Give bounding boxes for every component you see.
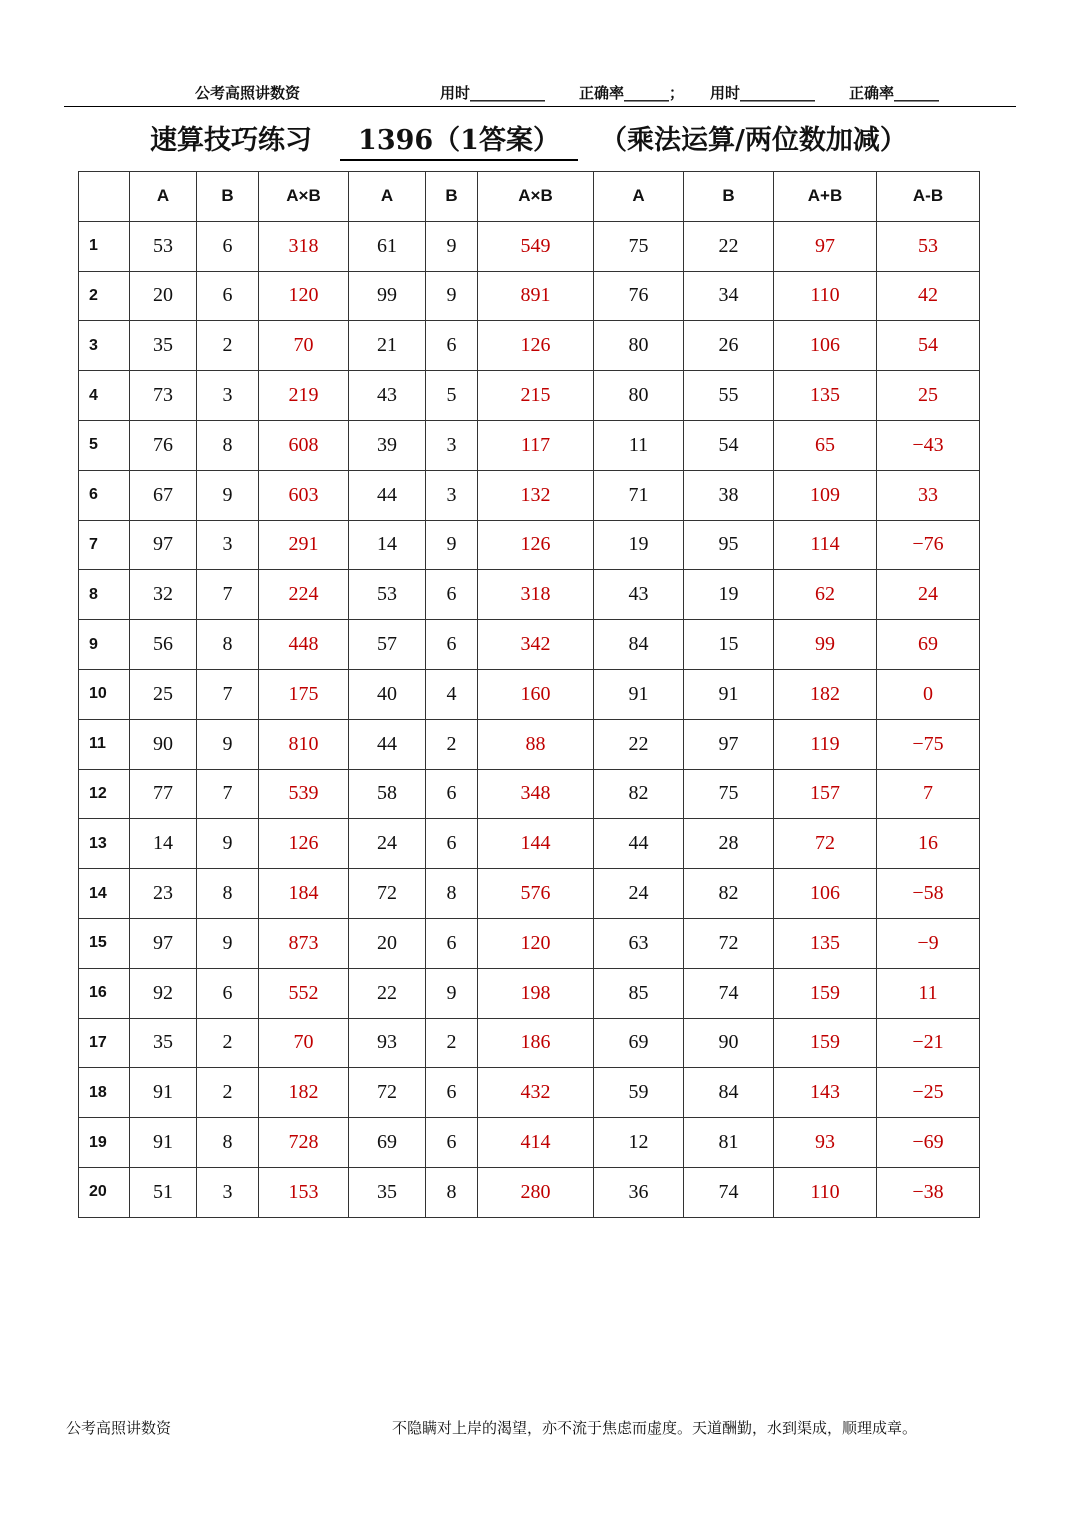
operand-cell: 6: [426, 918, 478, 968]
operand-cell: 4: [426, 669, 478, 719]
answer-cell: 448: [259, 620, 349, 670]
operand-cell: 26: [684, 321, 774, 371]
operand-cell: 32: [130, 570, 197, 620]
operand-cell: 9: [197, 819, 259, 869]
operand-cell: 73: [130, 371, 197, 421]
column-header: A×B: [478, 172, 594, 222]
header-divider: [64, 106, 1016, 107]
table-row: [79, 719, 980, 769]
operand-cell: 6: [426, 620, 478, 670]
row-number: 12: [79, 769, 130, 819]
answer-cell: 891: [478, 271, 594, 321]
operand-cell: 9: [426, 221, 478, 271]
operand-cell: 2: [197, 321, 259, 371]
column-header: A: [130, 172, 197, 222]
row-number: 14: [79, 869, 130, 919]
operand-cell: 6: [197, 968, 259, 1018]
answer-cell: 608: [259, 420, 349, 470]
answer-cell: 153: [259, 1167, 349, 1217]
table-row: [79, 271, 980, 321]
answer-cell: 114: [774, 520, 877, 570]
operand-cell: 77: [130, 769, 197, 819]
answer-cell: 72: [774, 819, 877, 869]
answer-cell: 186: [478, 1018, 594, 1068]
answer-cell: 99: [774, 620, 877, 670]
answer-cell: 432: [478, 1068, 594, 1118]
answer-cell: 160: [478, 669, 594, 719]
answer-cell: 291: [259, 520, 349, 570]
answer-cell: 280: [478, 1167, 594, 1217]
operand-cell: 7: [197, 570, 259, 620]
operand-cell: 80: [594, 371, 684, 421]
operand-cell: 85: [594, 968, 684, 1018]
operand-cell: 20: [130, 271, 197, 321]
answer-cell: 182: [259, 1068, 349, 1118]
answer-cell: 198: [478, 968, 594, 1018]
answer-cell: 552: [259, 968, 349, 1018]
operand-cell: 55: [684, 371, 774, 421]
operand-cell: 44: [594, 819, 684, 869]
row-number: 11: [79, 719, 130, 769]
operand-cell: 14: [349, 520, 426, 570]
table-row: [79, 769, 980, 819]
row-number: 19: [79, 1118, 130, 1168]
page-header: [64, 80, 1016, 104]
answer-cell: −75: [877, 719, 980, 769]
operand-cell: 71: [594, 470, 684, 520]
answer-cell: 728: [259, 1118, 349, 1168]
answer-cell: 135: [774, 918, 877, 968]
answer-cell: 144: [478, 819, 594, 869]
table-row: [79, 918, 980, 968]
operand-cell: 84: [684, 1068, 774, 1118]
answer-cell: 42: [877, 271, 980, 321]
operand-cell: 9: [197, 470, 259, 520]
operand-cell: 56: [130, 620, 197, 670]
operand-cell: 69: [349, 1118, 426, 1168]
table-row: [79, 1018, 980, 1068]
header-accuracy-1: 正确率______；: [579, 84, 685, 102]
row-number: 8: [79, 570, 130, 620]
operand-cell: 92: [130, 968, 197, 1018]
answer-cell: 70: [259, 321, 349, 371]
operand-cell: 67: [130, 470, 197, 520]
table-row: [79, 221, 980, 271]
answer-cell: 224: [259, 570, 349, 620]
practice-table: [78, 171, 980, 1218]
operand-cell: 74: [684, 1167, 774, 1217]
answer-cell: 576: [478, 869, 594, 919]
operand-cell: 19: [594, 520, 684, 570]
answer-cell: 810: [259, 719, 349, 769]
operand-cell: 3: [426, 470, 478, 520]
operand-cell: 43: [349, 371, 426, 421]
operand-cell: 2: [426, 719, 478, 769]
operand-cell: 35: [349, 1167, 426, 1217]
answer-cell: 106: [774, 321, 877, 371]
operand-cell: 9: [197, 719, 259, 769]
operand-cell: 90: [684, 1018, 774, 1068]
operand-cell: 34: [684, 271, 774, 321]
column-header: A-B: [877, 172, 980, 222]
operand-cell: 95: [684, 520, 774, 570]
answer-cell: 0: [877, 669, 980, 719]
table-row: [79, 470, 980, 520]
row-number: 3: [79, 321, 130, 371]
page-title: [150, 116, 930, 160]
column-header: A: [594, 172, 684, 222]
operand-cell: 91: [130, 1118, 197, 1168]
answer-cell: 24: [877, 570, 980, 620]
operand-cell: 44: [349, 470, 426, 520]
title-subtitle: （乘法运算/两位数加减）: [600, 125, 907, 156]
operand-cell: 9: [426, 271, 478, 321]
operand-cell: 6: [426, 1068, 478, 1118]
answer-cell: −76: [877, 520, 980, 570]
answer-cell: 126: [478, 520, 594, 570]
answer-cell: 132: [478, 470, 594, 520]
operand-cell: 81: [684, 1118, 774, 1168]
operand-cell: 11: [594, 420, 684, 470]
answer-cell: 175: [259, 669, 349, 719]
operand-cell: 82: [684, 869, 774, 919]
table-row: [79, 520, 980, 570]
operand-cell: 76: [594, 271, 684, 321]
operand-cell: 6: [426, 1118, 478, 1168]
operand-cell: 23: [130, 869, 197, 919]
operand-cell: 76: [130, 420, 197, 470]
operand-cell: 97: [130, 520, 197, 570]
row-number: 16: [79, 968, 130, 1018]
operand-cell: 3: [197, 371, 259, 421]
row-number: 9: [79, 620, 130, 670]
operand-cell: 53: [130, 221, 197, 271]
operand-cell: 99: [349, 271, 426, 321]
operand-cell: 7: [197, 769, 259, 819]
answer-cell: 603: [259, 470, 349, 520]
operand-cell: 9: [426, 968, 478, 1018]
answer-cell: 348: [478, 769, 594, 819]
row-number: 17: [79, 1018, 130, 1068]
operand-cell: 69: [594, 1018, 684, 1068]
operand-cell: 80: [594, 321, 684, 371]
table-row: [79, 570, 980, 620]
row-number: 6: [79, 470, 130, 520]
operand-cell: 35: [130, 1018, 197, 1068]
table-row: [79, 968, 980, 1018]
operand-cell: 3: [197, 1167, 259, 1217]
answer-cell: 25: [877, 371, 980, 421]
title-code: 1396（1答案）: [340, 118, 578, 161]
operand-cell: 53: [349, 570, 426, 620]
row-number: 20: [79, 1167, 130, 1217]
answer-cell: 54: [877, 321, 980, 371]
operand-cell: 2: [426, 1018, 478, 1068]
answer-cell: 135: [774, 371, 877, 421]
answer-cell: 143: [774, 1068, 877, 1118]
operand-cell: 28: [684, 819, 774, 869]
operand-cell: 93: [349, 1018, 426, 1068]
operand-cell: 24: [594, 869, 684, 919]
operand-cell: 90: [130, 719, 197, 769]
operand-cell: 2: [197, 1018, 259, 1068]
row-number: 13: [79, 819, 130, 869]
answer-cell: 62: [774, 570, 877, 620]
answer-cell: 117: [478, 420, 594, 470]
operand-cell: 91: [594, 669, 684, 719]
operand-cell: 72: [349, 1068, 426, 1118]
answer-cell: 106: [774, 869, 877, 919]
operand-cell: 5: [426, 371, 478, 421]
table-row: [79, 1068, 980, 1118]
row-number: 10: [79, 669, 130, 719]
operand-cell: 9: [426, 520, 478, 570]
column-header: A: [349, 172, 426, 222]
answer-cell: 126: [478, 321, 594, 371]
operand-cell: 91: [130, 1068, 197, 1118]
answer-cell: 219: [259, 371, 349, 421]
column-header: A+B: [774, 172, 877, 222]
operand-cell: 75: [594, 221, 684, 271]
operand-cell: 8: [197, 1118, 259, 1168]
answer-cell: 120: [259, 271, 349, 321]
operand-cell: 6: [426, 769, 478, 819]
table-header-row: [79, 172, 980, 222]
row-number: 18: [79, 1068, 130, 1118]
answer-cell: 119: [774, 719, 877, 769]
answer-cell: 11: [877, 968, 980, 1018]
answer-cell: 109: [774, 470, 877, 520]
operand-cell: 8: [197, 620, 259, 670]
operand-cell: 61: [349, 221, 426, 271]
answer-cell: 414: [478, 1118, 594, 1168]
table-row: [79, 321, 980, 371]
answer-cell: 215: [478, 371, 594, 421]
answer-cell: 53: [877, 221, 980, 271]
answer-cell: 7: [877, 769, 980, 819]
answer-cell: 120: [478, 918, 594, 968]
answer-cell: 97: [774, 221, 877, 271]
table-row: [79, 620, 980, 670]
operand-cell: 44: [349, 719, 426, 769]
answer-cell: 318: [478, 570, 594, 620]
operand-cell: 58: [349, 769, 426, 819]
operand-cell: 40: [349, 669, 426, 719]
title-main: 速算技巧练习: [150, 125, 312, 156]
row-number: 15: [79, 918, 130, 968]
operand-cell: 82: [594, 769, 684, 819]
answer-cell: 549: [478, 221, 594, 271]
operand-cell: 6: [426, 570, 478, 620]
table-row: [79, 819, 980, 869]
operand-cell: 15: [684, 620, 774, 670]
operand-cell: 20: [349, 918, 426, 968]
table-row: [79, 669, 980, 719]
answer-cell: 70: [259, 1018, 349, 1068]
operand-cell: 84: [594, 620, 684, 670]
answer-cell: 159: [774, 1018, 877, 1068]
header-time-2: 用时__________: [710, 84, 816, 102]
answer-cell: 873: [259, 918, 349, 968]
answer-cell: 184: [259, 869, 349, 919]
operand-cell: 38: [684, 470, 774, 520]
operand-cell: 97: [130, 918, 197, 968]
operand-cell: 12: [594, 1118, 684, 1168]
row-number: 4: [79, 371, 130, 421]
answer-cell: 318: [259, 221, 349, 271]
operand-cell: 74: [684, 968, 774, 1018]
answer-cell: 69: [877, 620, 980, 670]
footer-motto: 不隐瞒对上岸的渴望，亦不流于焦虑而虚度。天道酬勤，水到渠成，顺理成章。: [392, 1419, 918, 1437]
operand-cell: 59: [594, 1068, 684, 1118]
operand-cell: 6: [197, 221, 259, 271]
operand-cell: 51: [130, 1167, 197, 1217]
answer-cell: 157: [774, 769, 877, 819]
operand-cell: 39: [349, 420, 426, 470]
operand-cell: 8: [426, 1167, 478, 1217]
operand-cell: 43: [594, 570, 684, 620]
answer-cell: −38: [877, 1167, 980, 1217]
answer-cell: 342: [478, 620, 594, 670]
operand-cell: 22: [349, 968, 426, 1018]
answer-cell: 65: [774, 420, 877, 470]
table-row: [79, 1118, 980, 1168]
table-row: [79, 869, 980, 919]
operand-cell: 6: [426, 321, 478, 371]
operand-cell: 22: [684, 221, 774, 271]
table-row: [79, 371, 980, 421]
answer-cell: −69: [877, 1118, 980, 1168]
operand-cell: 21: [349, 321, 426, 371]
column-header: A×B: [259, 172, 349, 222]
answer-cell: −25: [877, 1068, 980, 1118]
operand-cell: 8: [426, 869, 478, 919]
operand-cell: 7: [197, 669, 259, 719]
operand-cell: 57: [349, 620, 426, 670]
header-time-1: 用时__________: [440, 84, 546, 102]
operand-cell: 2: [197, 1068, 259, 1118]
table-row: [79, 1167, 980, 1217]
answer-cell: 33: [877, 470, 980, 520]
answer-cell: −21: [877, 1018, 980, 1068]
answer-cell: 110: [774, 271, 877, 321]
operand-cell: 36: [594, 1167, 684, 1217]
row-number: 1: [79, 221, 130, 271]
row-number: 7: [79, 520, 130, 570]
operand-cell: 54: [684, 420, 774, 470]
answer-cell: 16: [877, 819, 980, 869]
operand-cell: 75: [684, 769, 774, 819]
operand-cell: 8: [197, 420, 259, 470]
answer-cell: 88: [478, 719, 594, 769]
operand-cell: 35: [130, 321, 197, 371]
operand-cell: 63: [594, 918, 684, 968]
answer-cell: 110: [774, 1167, 877, 1217]
operand-cell: 6: [197, 271, 259, 321]
header-source: 公考高照讲数资: [195, 84, 301, 102]
operand-cell: 24: [349, 819, 426, 869]
header-accuracy-2: 正确率______: [849, 84, 940, 102]
operand-cell: 6: [426, 819, 478, 869]
operand-cell: 8: [197, 869, 259, 919]
operand-cell: 91: [684, 669, 774, 719]
column-header: B: [426, 172, 478, 222]
answer-cell: −58: [877, 869, 980, 919]
answer-cell: 182: [774, 669, 877, 719]
answer-cell: 126: [259, 819, 349, 869]
column-header: B: [684, 172, 774, 222]
operand-cell: 25: [130, 669, 197, 719]
answer-cell: 539: [259, 769, 349, 819]
answer-cell: −43: [877, 420, 980, 470]
table-body: [79, 221, 980, 1217]
footer-source: 公考高照讲数资: [66, 1419, 172, 1437]
column-header: [79, 172, 130, 222]
operand-cell: 14: [130, 819, 197, 869]
operand-cell: 72: [684, 918, 774, 968]
table-row: [79, 420, 980, 470]
column-header: B: [197, 172, 259, 222]
operand-cell: 9: [197, 918, 259, 968]
answer-cell: 93: [774, 1118, 877, 1168]
operand-cell: 72: [349, 869, 426, 919]
operand-cell: 97: [684, 719, 774, 769]
operand-cell: 19: [684, 570, 774, 620]
answer-cell: 159: [774, 968, 877, 1018]
operand-cell: 3: [426, 420, 478, 470]
row-number: 5: [79, 420, 130, 470]
row-number: 2: [79, 271, 130, 321]
answer-cell: −9: [877, 918, 980, 968]
operand-cell: 22: [594, 719, 684, 769]
operand-cell: 3: [197, 520, 259, 570]
